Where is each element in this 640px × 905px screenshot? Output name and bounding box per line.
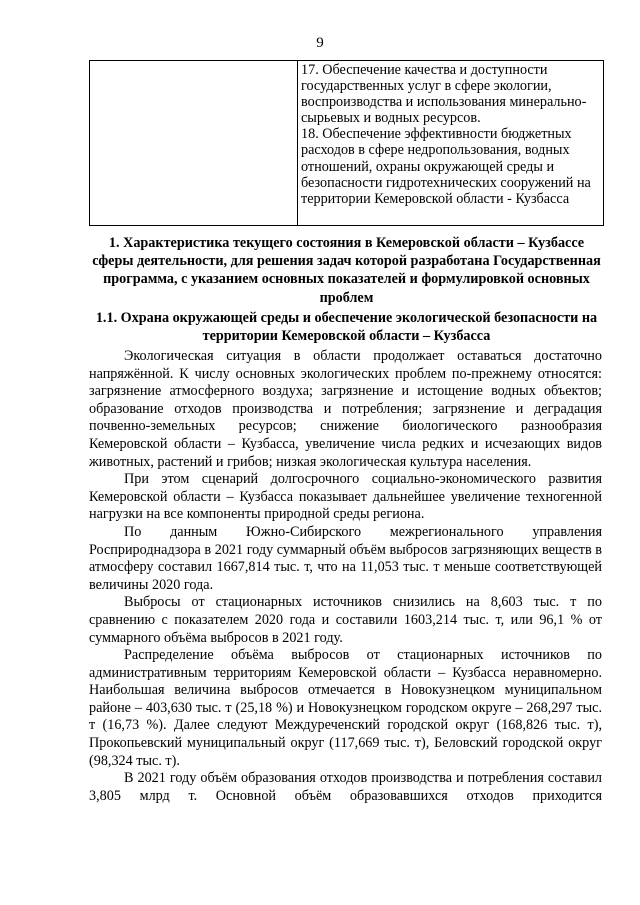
paragraph: В 2021 году объём образования отходов производства и потребления составил 3,805 млрд т. Основной объём образовавшихся отходов приходится [89,770,602,804]
paragraph: Выбросы от стационарных источников снизились на 8,603 тыс. т по сравнению с показателем 2020 года и составили 1603,214 тыс. т, или 96,1 % от суммарного объёма выбросов в 2021 году. [89,594,602,646]
table-cell-goals [299,61,603,225]
paragraph: По данным Южно-Сибирского межрегионального управления Росприроднадзора в 2021 году суммарный объём выбросов загрязняющих веществ в атмосферу составил 1667,814 тыс. т, что на 11,053 тыс. т меньше соответствующей величины 2020 года. [89,523,602,593]
subsection-heading: 1.1. Охрана окружающей среды и обеспечение экологической безопасности на территории Кемеровской области – Кузбасса [95,310,598,345]
body-text [89,348,602,805]
page-number: 9 [316,35,324,51]
goal-item-17: 17. Обеспечение качества и доступности государственных услуг в сфере экологии, воспроизводства и использования минерально-сырьевых и водных ресурсов. [301,62,587,127]
section-heading: 1. Характеристика текущего состояния в Кемеровской области – Кузбассе сферы деятельности, для решения задач которой разработана Государственная программа, с указанием основных показателей и формулировкой основных проблем [92,235,601,306]
paragraph: Распределение объёма выбросов от стационарных источников по административным территориям Кемеровской области – Кузбасса неравномерно. Наибольшая величина выбросов отмечается в Новокузнецком муниципальном районе – 403,630 тыс. т (25,18 %) и Новокузнецком городском округе – 268,297 тыс. т (16,73 %). Далее следуют Междуреченский городской округ (168,826 тыс. т), Прокопьевский муниципальный округ (117,669 тыс. т), Беловский городской округ (98,324 тыс. т). [89,647,602,769]
paragraph: Экологическая ситуация в области продолжает оставаться достаточно напряжённой. К числу основных экологических проблем по-прежнему относятся: загрязнение атмосферного воздуха; загрязнение и истощение водных объектов; образование отходов производства и потребления; загрязнение и деградация почвенно-земельных ресурсов; снижение биологического разнообразия Кемеровской области – Кузбасса, увеличение числа редких и исчезающих видов животных, растений и грибов; низкая экологическая культура населения. [89,348,602,470]
table-cell-empty [90,61,298,225]
paragraph: При этом сценарий долгосрочного социально-экономического развития Кемеровской области – Кузбасса показывает дальнейшее увеличение техногенной нагрузки на все компоненты природной среды региона. [89,471,602,523]
goal-item-18: 18. Обеспечение эффективности бюджетных расходов в сфере недропользования, водных отношений, охраны окружающей среды и безопасности гидротехнических сооружений на территории Кемеровской области - Кузбасса [301,126,591,207]
goals-table [89,60,604,226]
